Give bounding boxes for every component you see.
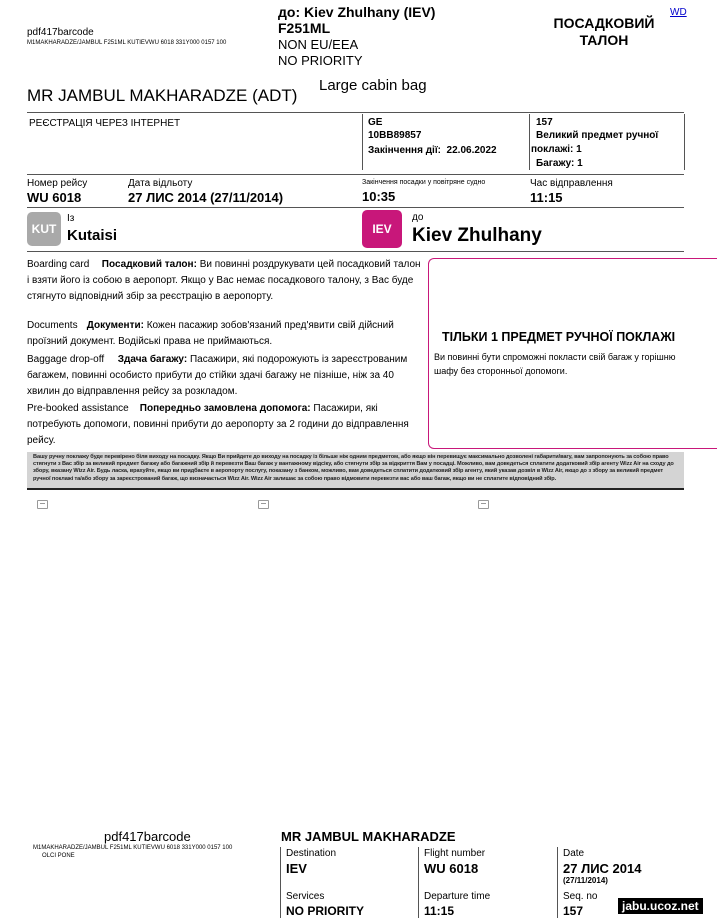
footer-departure-label: Departure time bbox=[424, 891, 491, 902]
fine-print-text: Вашу ручну поклажу буде перевірено біля виходу на посадку. Якщо Ви прийдете до виходу на посадку із більше ніж одним предметом, або якщо він перевищує максимально дозволені габарити/вагу, вам запропонують за собою право стягнути з Вас збір за великий предмет багажу або багажний збір й перевезти Ваш багаж у вантажному відсіку, або стягнути збір за відкриття Вам у посадці. Можливо, вам доведеться сплатити додатковий збір агенту Wizz Air на сходу до збору, вказану Wizz Air. Будь ласка, врахуйте, якщо ви придбаєте в аеропорту послугу, показану з банком, можливо, вам доведеться сплатити додатковий збір агенту, який указав дозвіл в Wizz Air, якщо до з збору за великий предмет ручної поклажі та/або збору за зареєстрований багаж, що визначається Wizz Air. Wizz Air залишає за собою право відмовити перевезти вас або ваш багаж, якщо ви не сплатите відповідний збір. bbox=[33, 454, 674, 482]
info-baggage-dropoff bbox=[27, 352, 422, 400]
passenger-name: MR JAMBUL MAKHARADZE (ADT) bbox=[27, 86, 298, 105]
document-icon bbox=[478, 500, 489, 509]
document-icon bbox=[37, 500, 48, 509]
sequence-number: 157 bbox=[536, 117, 553, 128]
departure-time-label: Час відправлення bbox=[530, 178, 613, 189]
footer-departure: 11:15 bbox=[424, 904, 455, 918]
booking-code: F251ML bbox=[278, 20, 331, 36]
flight-number: WU 6018 bbox=[27, 190, 82, 205]
divider bbox=[684, 114, 685, 170]
info-documents bbox=[27, 318, 407, 350]
footer-barcode-label: pdf417barcode bbox=[104, 829, 191, 844]
footer-destination-label: Destination bbox=[286, 848, 337, 859]
gate-close-label: Закінчення посадки у повітряне судно bbox=[362, 179, 486, 186]
fine-print-band bbox=[27, 452, 684, 490]
destination-city: Kiev Zhulhany bbox=[412, 225, 542, 246]
destination-badge bbox=[362, 210, 402, 248]
info-title: Попередньо замовлена допомога: bbox=[139, 403, 311, 414]
footer-passenger-name: MR JAMBUL MAKHARADZE bbox=[281, 829, 456, 844]
info-title: Документи: bbox=[86, 320, 144, 331]
barcode-label: pdf417barcode bbox=[27, 27, 94, 38]
footer-services: NO PRIORITY bbox=[286, 904, 365, 918]
priority-label: NO PRIORITY bbox=[278, 53, 363, 68]
footer-date-label: Date bbox=[563, 848, 585, 859]
document-title-line1: ПОСАДКОВИЙ bbox=[553, 15, 655, 31]
divider bbox=[280, 847, 281, 918]
cabin-bag-label: Large cabin bag bbox=[319, 77, 427, 94]
bag-allowance-line1: Великий предмет ручної bbox=[536, 130, 659, 141]
flight-number-label: Номер рейсу bbox=[27, 178, 88, 189]
footer-date-sub: (27/11/2014) bbox=[563, 876, 608, 885]
cabin-notice-title: ТІЛЬКИ 1 ПРЕДМЕТ РУЧНОЇ ПОКЛАЖІ bbox=[442, 330, 676, 344]
origin-code: KUT bbox=[31, 222, 57, 236]
footer-barcode-text: M1MAKHARADZE/JAMBUL F251ML KUTIEVWU 6018 331Y000 0157 100 bbox=[33, 845, 233, 851]
origin-badge bbox=[27, 212, 61, 246]
divider bbox=[27, 112, 684, 113]
info-label: Documents bbox=[27, 320, 78, 331]
expiry-date: 22.06.2022 bbox=[446, 145, 497, 156]
document-number: 10BB89857 bbox=[368, 130, 422, 141]
departure-date: 27 ЛИС 2014 (27/11/2014) bbox=[128, 190, 284, 205]
footer-destination: IEV bbox=[286, 861, 307, 876]
document-icon bbox=[258, 500, 269, 509]
document-expiry bbox=[368, 145, 497, 156]
departure-date-label: Дата відльоту bbox=[128, 178, 193, 189]
info-prebooked-assistance bbox=[27, 401, 422, 449]
divider bbox=[362, 114, 363, 170]
divider bbox=[418, 847, 419, 918]
destination-line: до: Kiev Zhulhany (IEV) bbox=[278, 4, 436, 20]
origin-city: Kutaisi bbox=[67, 227, 118, 244]
divider bbox=[27, 251, 684, 252]
info-text: Пасажири, які подорожують із зареєстрованим багажем, повинні особисто прибути до стійки здачі багажу не пізніше, ніж за 40 хвилин до відправлення рейсу за розкладом. bbox=[27, 354, 408, 397]
departure-time: 11:15 bbox=[530, 190, 563, 205]
info-boarding-card bbox=[27, 257, 422, 305]
info-title: Посадковий талон: bbox=[101, 259, 197, 270]
watermark: jabu.ucoz.net bbox=[618, 898, 703, 914]
document-country: GE bbox=[368, 117, 383, 128]
info-text: Пасажири, які потребують допомоги, повинні прибути до аеропорту за 2 години до відправлення рейсу. bbox=[27, 403, 409, 446]
footer-flight-label: Flight number bbox=[424, 848, 486, 859]
footer-date: 27 ЛИС 2014 bbox=[563, 861, 642, 876]
info-text: Кожен пасажир зобов'язаний пред'явити свій дійсний проїзний документ. Водійські права не приймаються. bbox=[27, 320, 394, 347]
info-label: Pre-booked assistance bbox=[27, 403, 129, 414]
origin-label: Із bbox=[67, 213, 75, 224]
footer-seq-label: Seq. no bbox=[563, 891, 598, 902]
divider bbox=[27, 207, 684, 208]
non-eu-label: NON EU/EEA bbox=[278, 37, 359, 52]
document-title-line2: ТАЛОН bbox=[579, 32, 629, 48]
footer-services-label: Services bbox=[286, 891, 325, 902]
footer-flight: WU 6018 bbox=[424, 861, 479, 876]
destination-code: IEV bbox=[372, 222, 392, 236]
barcode-text: M1MAKHARADZE/JAMBUL F251ML KUTIEVWU 6018 331Y000 0157 100 bbox=[27, 40, 227, 46]
checkin-method: РЕЄСТРАЦІЯ ЧЕРЕЗ ІНТЕРНЕТ bbox=[29, 118, 181, 129]
info-label: Baggage drop-off bbox=[27, 354, 105, 365]
info-title: Здача багажу: bbox=[117, 354, 188, 365]
gate-close-time: 10:35 bbox=[362, 189, 396, 204]
divider bbox=[557, 847, 558, 918]
footer-barcode-sub: OLCI PONE bbox=[42, 853, 75, 859]
cabin-notice-text-line2: шафу без сторонньої допомоги. bbox=[434, 366, 568, 376]
expiry-label: Закінчення дії: bbox=[368, 145, 441, 156]
footer-seq: 157 bbox=[563, 904, 584, 918]
corner-link[interactable]: WD bbox=[670, 7, 687, 18]
destination-label: до bbox=[412, 212, 424, 223]
info-text: Ви повинні роздрукувати цей посадковий талон і взяти його із собою в аеропорт. Якщо у Вас немає посадкового талону, з Вас буде стягнуто відповідний збір за реєстрацію в аеропорту. bbox=[27, 259, 421, 302]
info-label: Boarding card bbox=[27, 259, 90, 270]
divider bbox=[27, 174, 684, 175]
divider bbox=[529, 114, 530, 170]
cabin-notice-text-line1: Ви повинні бути спроможні покласти свій багаж у горішню bbox=[434, 352, 676, 362]
bag-allowance-line2: поклажі: 1 bbox=[531, 144, 582, 155]
bag-allowance-line3: Багажу: 1 bbox=[536, 158, 583, 169]
